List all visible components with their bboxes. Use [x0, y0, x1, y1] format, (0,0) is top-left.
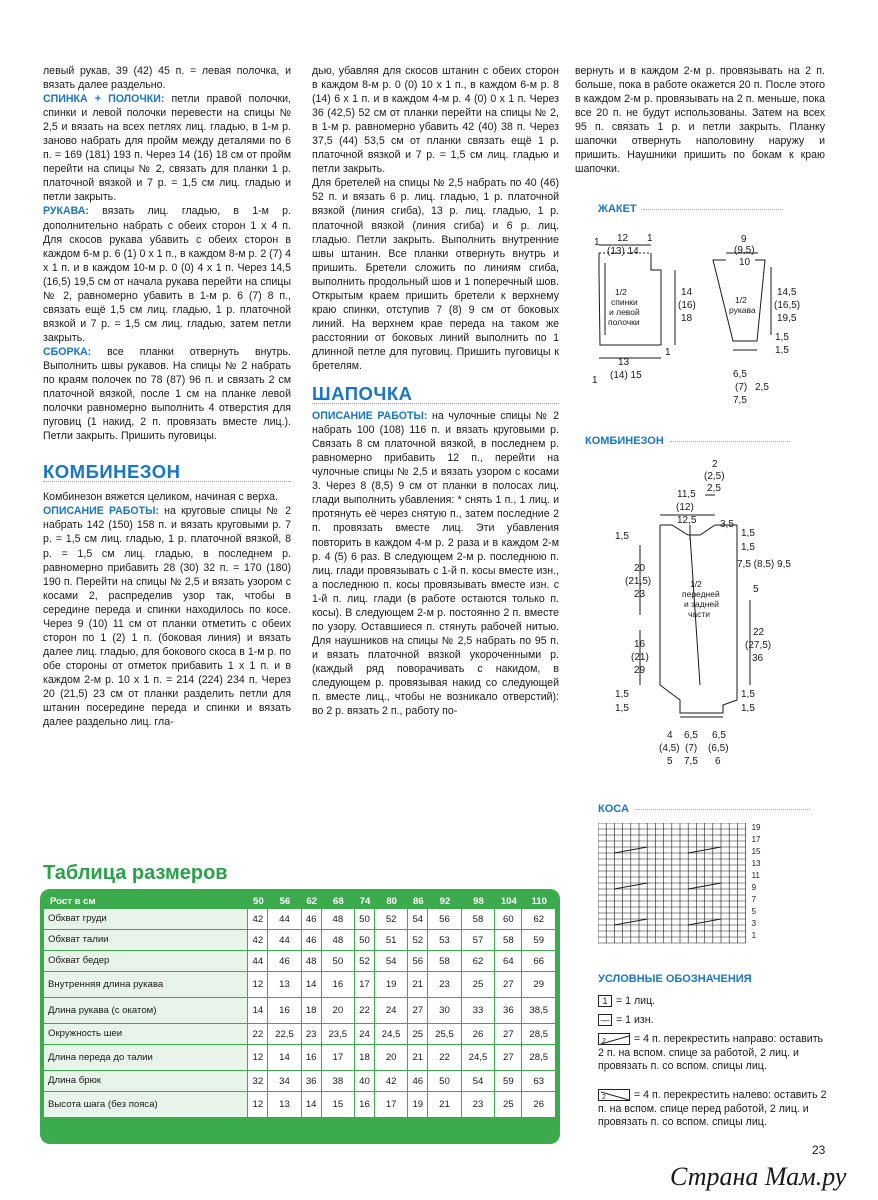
divider [670, 441, 790, 442]
table-cell: 13 [268, 1092, 301, 1118]
dim-label: 19,5 [777, 313, 797, 324]
paragraph-hat-description [312, 409, 559, 718]
table-cell: 18 [355, 1045, 375, 1071]
dim-label: 36 [752, 653, 764, 664]
diagram-title-text: КОСА [598, 803, 629, 815]
row-number: 9 [751, 883, 757, 892]
part-label: рукава [729, 305, 756, 315]
dim-label: 1,5 [741, 542, 755, 553]
dim-label: 7,5 (8,5) 9,5 [737, 559, 791, 570]
dim-label: 1,5 [775, 332, 789, 343]
table-cell: 16 [268, 998, 301, 1024]
table-cell: 53 [428, 930, 461, 951]
dim-label: 7,5 [733, 395, 747, 406]
legend-text: = 1 лиц. [616, 995, 656, 1007]
dim-label: 11,5 [677, 489, 696, 500]
table-cell: 14 [248, 998, 268, 1024]
table-cell: 63 [522, 1071, 556, 1092]
table-cell: 16 [322, 972, 355, 998]
paragraph-straps: Для бретелей на спицы № 2,5 набрать по 40 (46) 52 п. и вязать 6 р. лиц. гладью, 1 р. платочной вязкой (линия сгиба), 13 р. лиц. гладью, 1 р. платочной вязкой (линия сгиба) и 6 р. лиц. гладью. Петли закрыть. Выполнить внутренние швы штанин. Все планки отвернуть внутрь и пришить. Бретели сложить по линиям сгиба, выполнить продольный шов и 1 поперечный шов. Открытым краем пришить бретели к верхнему краю спинки, отступив 7 (8) 9 см от боковых линий. На верхнем крае переда на таком же расстоянии от боковых линий выполнить по 1 длинной петле для пуговиц. Пришить пуговицы к бретелям. [312, 177, 559, 372]
table-cell: 18 [302, 998, 322, 1024]
table-cell: 38 [322, 1071, 355, 1092]
row-label: Высота шага (без пояса) [44, 1092, 248, 1118]
heading-back-fronts: СПИНКА + ПОЛОЧКИ: [43, 93, 165, 106]
dim-label: (6,5) [708, 743, 729, 754]
dim-label: 10 [739, 257, 751, 268]
table-cell: 58 [462, 909, 495, 930]
dim-label: 13 [618, 357, 630, 368]
part-label: и левой [609, 307, 640, 317]
table-row [44, 930, 556, 951]
row-label: Окружность шеи [44, 1024, 248, 1045]
purl-symbol: — [598, 1014, 612, 1026]
row-label: Длина рукава (с окатом) [44, 998, 248, 1024]
table-cell: 50 [355, 930, 375, 951]
dim-label: (9,5) [734, 245, 755, 256]
table-cell: 46 [408, 1071, 428, 1092]
diagram-title-braid [598, 803, 810, 815]
dim-label: 2,5 [707, 483, 721, 494]
table-cell: 42 [375, 1071, 408, 1092]
table-cell: 16 [302, 1045, 322, 1071]
table-cell: 52 [375, 909, 408, 930]
table-cell: 25,5 [428, 1024, 461, 1045]
dim-label: (16,5) [774, 300, 801, 311]
paragraph: левый рукав, 39 (42) 45 п. = левая полочка, и вязать далее раздельно. [43, 65, 291, 92]
table-cell: 13 [268, 972, 301, 998]
table-cell: 17 [355, 972, 375, 998]
part-label: спинки [611, 297, 638, 307]
overall-outline [660, 525, 737, 713]
table-cell: 25 [408, 1024, 428, 1045]
dim-label: 7,5 [684, 756, 698, 767]
table-cell: 24,5 [462, 1045, 495, 1071]
table-cell: 46 [302, 909, 322, 930]
table-cell: 14 [302, 1092, 322, 1118]
table-cell: 16 [355, 1092, 375, 1118]
legend-text: = 1 изн. [616, 1014, 654, 1026]
table-cell: 28,5 [522, 1024, 556, 1045]
row-number: 17 [751, 835, 761, 844]
table-cell: 26 [522, 1092, 556, 1118]
legend-knit [598, 995, 655, 1009]
svg-text:2: 2 [602, 1094, 606, 1102]
dim-label: 2,5 [755, 382, 769, 393]
table-cell: 57 [462, 930, 495, 951]
table-cell: 58 [428, 951, 461, 972]
table-cell: 23 [462, 1092, 495, 1118]
dim-label: 3,5 [720, 519, 734, 530]
cross-left-symbol [598, 1089, 630, 1101]
dim-label: (12) [676, 502, 694, 513]
paragraph: Комбинезон вяжется целиком, начиная с верха. [43, 491, 278, 504]
legend-title-text: УСЛОВНЫЕ ОБОЗНАЧЕНИЯ [598, 973, 752, 985]
table-cell: 36 [302, 1071, 322, 1092]
dim-label: 1 [592, 375, 598, 386]
table-cell: 66 [522, 951, 556, 972]
dim-label: (21,5) [625, 576, 652, 587]
table-cell: 50 [428, 1071, 461, 1092]
table-cell: 20 [322, 998, 355, 1024]
table-cell: 27 [408, 998, 428, 1024]
size-table [44, 893, 556, 1118]
table-cell: 44 [268, 909, 301, 930]
dim-label: 18 [681, 313, 693, 324]
table-header-cell: 56 [268, 893, 301, 909]
table-header-row [44, 893, 556, 909]
table-cell: 14 [302, 972, 322, 998]
knit-symbol: 1 [598, 995, 612, 1007]
dim-label: (2,5) [704, 471, 725, 482]
dim-label: 16 [634, 639, 646, 650]
paragraph-sleeves [43, 204, 291, 344]
table-cell: 24,5 [375, 1024, 408, 1045]
dim-label: 1 [665, 347, 671, 358]
table-row [44, 1092, 556, 1118]
table-cell: 58 [495, 930, 522, 951]
dim-label: 23 [634, 589, 646, 600]
table-cell: 32 [248, 1071, 268, 1092]
table-cell: 12 [248, 1092, 268, 1118]
dim-label: 5 [667, 756, 673, 767]
table-header-cell: 68 [322, 893, 355, 909]
cross-right-symbol [598, 1033, 630, 1045]
page-number: 23 [812, 1143, 826, 1157]
heading-work-description: ОПИСАНИЕ РАБОТЫ: [43, 505, 160, 518]
table-title: Таблица размеров [43, 862, 228, 884]
dim-label: 1,5 [741, 528, 755, 539]
table-cell: 21 [428, 1092, 461, 1118]
table-cell: 28,5 [522, 1045, 556, 1071]
table-header-cell: 86 [408, 893, 428, 909]
table-row [44, 1024, 556, 1045]
overall-schematic [600, 455, 800, 785]
part-label: полочки [608, 317, 640, 327]
table-row [44, 1045, 556, 1071]
table-cell: 56 [408, 951, 428, 972]
table-cell: 30 [428, 998, 461, 1024]
table-cell: 12 [248, 972, 268, 998]
jacket-schematic [585, 225, 830, 410]
row-number: 13 [751, 859, 761, 868]
table-cell: 14 [268, 1045, 301, 1071]
row-label: Обхват груди [44, 909, 248, 930]
row-number: 11 [751, 871, 760, 880]
divider [643, 209, 783, 210]
section-overall [43, 461, 291, 483]
dim-label: 14,5 [777, 287, 797, 298]
heading-work-description: ОПИСАНИЕ РАБОТЫ: [312, 410, 428, 423]
dim-label: (7) [685, 743, 698, 754]
dim-label: 1,5 [615, 689, 629, 700]
table-cell: 50 [322, 951, 355, 972]
table-cell: 34 [268, 1071, 301, 1092]
dim-label: 6 [715, 756, 721, 767]
table-cell: 46 [268, 951, 301, 972]
table-header-label: Рост в см [44, 893, 248, 909]
table-cell: 15 [322, 1092, 355, 1118]
dim-label: (16) [678, 300, 696, 311]
diagram-title-text: КОМБИНЕЗОН [585, 435, 664, 447]
divider [635, 809, 810, 810]
table-cell: 29 [522, 972, 556, 998]
paragraph: дью, убавляя для скосов штанин с обеих сторон в каждом 8-м р. 0 (0) 10 х 1 п., в каждом 6-м р. 8 (14) 6 х 1 п. и в каждом 4-м р. 4 (0) 0 х 1 п. Через 36 (42,5) 52 см от планки перейти на спицы № 2, в 1-м р. равномерно убавить 42 (40) 38 п. Через 37,5 (44) 53,5 см от планки связать ещё 1 р. платочной вязкой и 7 р. = 1,5 см лиц. гладью и петли закрыть. [312, 65, 559, 176]
table-cell: 17 [322, 1045, 355, 1071]
table-cell: 59 [495, 1071, 522, 1092]
legend-purl [598, 1014, 654, 1028]
table-cell: 25 [462, 972, 495, 998]
table-cell: 50 [355, 909, 375, 930]
table-cell: 46 [302, 930, 322, 951]
paragraph-text: на чулочные спицы № 2 набрать 100 (108) 116 п. и вязать круговыми р. Связать 8 см платочной вязкой, в последнем р. равномерно прибавить 12 п., перейти на чулочные спицы № 2,5 и вязать узором с косами 3. Через 8 (8,5) 9 см от планки в полосах лиц. глади выполнить убавления: * снять 1 п., 1 лиц. и протянуть её через снятую п., затем последние 2 п. провязать вместе лиц. Эти убавления повторить в каждом 4-м р. 2 раза и в каждом 2-м р. 4 (5) 6 раз. В следующем 2-м р. последнюю п. лиц. глади провязывать с 1-й п. косы вместе изн., а последнюю п. косы провязывать вместе изн. с 1-й п. лиц. глади (в работе остаются только п. косы). В следующем 2-м р. постоянно 2 п. вместе по узору. Оставшиеся п. стянуть рабочей нитью. Для наушников на спицы № 2,5 набрать по 95 п. и вязать платочной вязкой укороченными р. (каждый ряд поворачивать с накидом, в следующем р. провязывая накид со следующей п. вместе лиц., чтобы не возникало отверстий): во 2 р. вязать 2 п., работу по- [312, 410, 559, 718]
table-cell: 54 [408, 909, 428, 930]
table-cell: 44 [268, 930, 301, 951]
table-cell: 42 [248, 909, 268, 930]
table-cell: 51 [375, 930, 408, 951]
table-cell: 54 [375, 951, 408, 972]
table-cell: 19 [375, 972, 408, 998]
dim-label: 1,5 [615, 531, 629, 542]
dim-label: 14 [681, 287, 693, 298]
table-cell: 24 [375, 998, 408, 1024]
dim-label: 22 [753, 627, 765, 638]
table-cell: 44 [248, 951, 268, 972]
dim-label: 9 [741, 234, 747, 245]
legend-text: = 4 п. перекрестить налево: оставить 2 п. на вспом. спице перед работой, 2 лиц. и провязать п. со вспом. спицы лиц. [598, 1089, 827, 1128]
table-cell: 21 [408, 972, 428, 998]
part-label: части [688, 609, 711, 619]
table-cell: 42 [248, 930, 268, 951]
table-header-cell: 50 [248, 893, 268, 909]
dim-label: 1,5 [741, 689, 755, 700]
dim-label: 20 [634, 563, 646, 574]
row-label: Обхват талии [44, 930, 248, 951]
paragraph: вернуть и в каждом 2-м р. провязывать на 2 п. больше, пока в работе окажется 20 п. После этого в каждом 2-м р. провязывать на 2 п. меньше, пока все 20 п. не будут использованы. Затем на всех 95 п. связать 1 р. и петли закрыть. Планку шапочки отвернуть наполовину наружу и пришить. Наушники пришить по бокам к краю шапочки. [575, 65, 825, 176]
table-cell: 27 [495, 1045, 522, 1071]
table-cell: 48 [322, 930, 355, 951]
table-cell: 26 [462, 1024, 495, 1045]
dim-label: (4,5) [659, 743, 680, 754]
part-label: 1/2 [735, 295, 747, 305]
dim-label: 4 [667, 730, 673, 741]
dim-label: 12 [617, 233, 629, 244]
table-row [44, 972, 556, 998]
dim-label: (21) [631, 652, 649, 663]
row-number: 5 [751, 907, 757, 916]
table-header-cell: 98 [462, 893, 495, 909]
table-header-cell: 62 [302, 893, 322, 909]
dim-label: 12,5 [677, 515, 697, 526]
dim-label: 1,5 [741, 703, 755, 714]
paragraph-text: все планки отвернуть внутрь. Выполнить швы рукавов. На спицы № 2 набрать по краям полочек по 78 (87) 96 п. и связать 2 см платочной вязкой, после 1 см на планке левой полочки равномерно выполнить 4 отверстия для пуговиц (1 накид, 2 п. провязать вместе лиц.). Петли закрыть. Пришить пуговицы. [43, 345, 291, 443]
table-cell: 64 [495, 951, 522, 972]
table-cell: 24 [355, 1024, 375, 1045]
table-cell: 48 [302, 951, 322, 972]
table-header-cell: 104 [495, 893, 522, 909]
legend-text: = 4 п. перекрестить направо: оставить 2 п. на вспом. спице за работой, 2 лиц. и провязать п. со вспом. спицы лиц. [598, 1033, 824, 1072]
table-cell: 20 [375, 1045, 408, 1071]
table-cell: 23 [302, 1024, 322, 1045]
part-label: 1/2 [690, 579, 702, 589]
table-row [44, 1071, 556, 1092]
table-cell: 54 [462, 1071, 495, 1092]
table-body [44, 909, 556, 1118]
legend-title [598, 973, 752, 985]
legend-cross-right [598, 1033, 828, 1074]
row-number: 19 [751, 823, 761, 832]
diagram-title-jacket [598, 203, 783, 215]
watermark-logo: Страна Мам.ру [670, 1162, 847, 1191]
table-cell: 17 [375, 1092, 408, 1118]
table-cell: 21 [408, 1045, 428, 1071]
dim-label: 29 [634, 665, 646, 676]
text-column-1 [43, 64, 291, 729]
dim-label: 2 [712, 459, 718, 470]
row-label: Обхват бедер [44, 951, 248, 972]
heading-sleeves: РУКАВА: [43, 205, 89, 218]
svg-text:2: 2 [602, 1038, 606, 1046]
diagram-title-overall [585, 435, 790, 447]
braid-chart [598, 823, 773, 948]
heading-assembly: СБОРКА: [43, 345, 92, 358]
table-cell: 25 [495, 1092, 522, 1118]
dim-label: (14) 15 [610, 370, 642, 381]
table-cell: 33 [462, 998, 495, 1024]
dim-label: 5 [753, 584, 759, 595]
table-cell: 27 [495, 972, 522, 998]
table-cell: 22 [355, 998, 375, 1024]
paragraph-text: на круговые спицы № 2 набрать 142 (150) 158 п. и вязать круговыми р. 7 р. = 1,5 см лиц. гладью, 1 р. платочной вязкой, 8 р. = 1,5 см лиц. гладью, в последнем р. равномерно прибавить 28 (30) 32 п. = 170 (180) 190 п. Перейти на спицы № 2,5 и вязать узором с косами 2, распределив узор так, чтобы в середине переда и спинки находилось по косе. Через 9 (10) 11 см от планки отметить с обеих сторон по 1 (2) 1 п. (боковая линия) и вязать далее лиц. гладью, для бокового скоса в 1-м р. по обе стороны от отметок прибавить 1 х 1 п. и в каждом 2-м р. 10 х 1 п. = 214 (224) 234 п. Через 20 (21,5) 23 см от планки разделить петли для штанин посередине переда и спинки и вязать далее раздельно лиц. гла- [43, 505, 291, 729]
part-label: передней [682, 589, 720, 599]
table-cell: 23 [428, 972, 461, 998]
section-title-hat: ШАПОЧКА [312, 383, 413, 405]
table-cell: 19 [408, 1092, 428, 1118]
section-title-overall: КОМБИНЕЗОН [43, 461, 181, 483]
table-cell: 59 [522, 930, 556, 951]
dim-label: 6,5 [712, 730, 726, 741]
table-cell: 52 [355, 951, 375, 972]
table-cell: 38,5 [522, 998, 556, 1024]
dim-label: 1,5 [775, 345, 789, 356]
row-label: Длина переда до талии [44, 1045, 248, 1071]
row-number: 1 [751, 931, 757, 940]
table-cell: 62 [462, 951, 495, 972]
dim-label: 6,5 [733, 369, 747, 380]
table-cell: 52 [408, 930, 428, 951]
dim-label: 1 [594, 237, 600, 248]
diagram-title-text: ЖАКЕТ [598, 203, 637, 215]
table-row [44, 951, 556, 972]
table-cell: 27 [495, 1024, 522, 1045]
legend-cross-left [598, 1089, 828, 1130]
row-label: Длина брюк [44, 1071, 248, 1092]
table-cell: 12 [248, 1045, 268, 1071]
text-column-2 [312, 64, 559, 718]
table-cell: 40 [355, 1071, 375, 1092]
row-number: 3 [751, 919, 757, 928]
part-label: и задней [684, 599, 719, 609]
text-column-3 [575, 64, 825, 176]
table-cell: 62 [522, 909, 556, 930]
row-number: 7 [751, 895, 757, 904]
table-cell: 22,5 [268, 1024, 301, 1045]
paragraph-back-fronts [43, 92, 291, 204]
paragraph-work-description [43, 504, 291, 729]
table-header-cell: 110 [522, 893, 556, 909]
table-header-cell: 92 [428, 893, 461, 909]
dim-label: 1 [647, 233, 653, 244]
section-hat [312, 383, 559, 405]
dim-label: (27,5) [745, 640, 772, 651]
table-cell: 60 [495, 909, 522, 930]
table-cell: 48 [322, 909, 355, 930]
table-row [44, 909, 556, 930]
paragraph-text: вязать лиц. гладью, в 1-м р. дополнительно набрать с обеих сторон 1 х 4 п. Для скосов рукава убавить с обеих сторон в каждом 6-м р. 6 (1) 0 х 1 п., в каждом 8-м р. 2 (7) 4 х 1 п. и в каждом 10-м р. 0 (0) 4 х 1 п. Через 14,5 (16,5) 19,5 см от начала рукава перейти на спицы № 2, равномерно убавить в 1-м р. 6 (7) 8 п., связать ещё 1,5 см лиц. гладью, 1 р. платочной вязкой и 7 р. = 1,5 см лиц. гладью, затем петли закрыть. [43, 205, 291, 344]
dim-label: (13) 14 [607, 246, 639, 257]
part-label: 1/2 [615, 287, 627, 297]
table-cell: 56 [428, 909, 461, 930]
table-row [44, 998, 556, 1024]
dim-label: 6,5 [684, 730, 698, 741]
dim-label: 1,5 [615, 703, 629, 714]
table-cell: 22 [428, 1045, 461, 1071]
row-number: 15 [751, 847, 761, 856]
paragraph-assembly [43, 345, 291, 443]
dim-label: (7) [735, 382, 748, 393]
table-cell: 23,5 [322, 1024, 355, 1045]
table-header-cell: 74 [355, 893, 375, 909]
paragraph-text: петли правой полочки, спинки и левой полочки перевести на спицы № 2,5 и вязать на всех петлях лиц. гладью, в 1-м р. заново набрать для пройм между деталями по 6 п. = 169 (181) 193 п. Через 14 (16) 18 см от пройм перейти на спицы № 2, связать для планки 1 р. платочной вязкой и 7 р. = 1,5 см лиц. гладью и петли закрыть. [43, 93, 291, 204]
row-label: Внутренняя длина рукава [44, 972, 248, 998]
table-header-cell: 80 [375, 893, 408, 909]
table-cell: 22 [248, 1024, 268, 1045]
table-cell: 36 [495, 998, 522, 1024]
